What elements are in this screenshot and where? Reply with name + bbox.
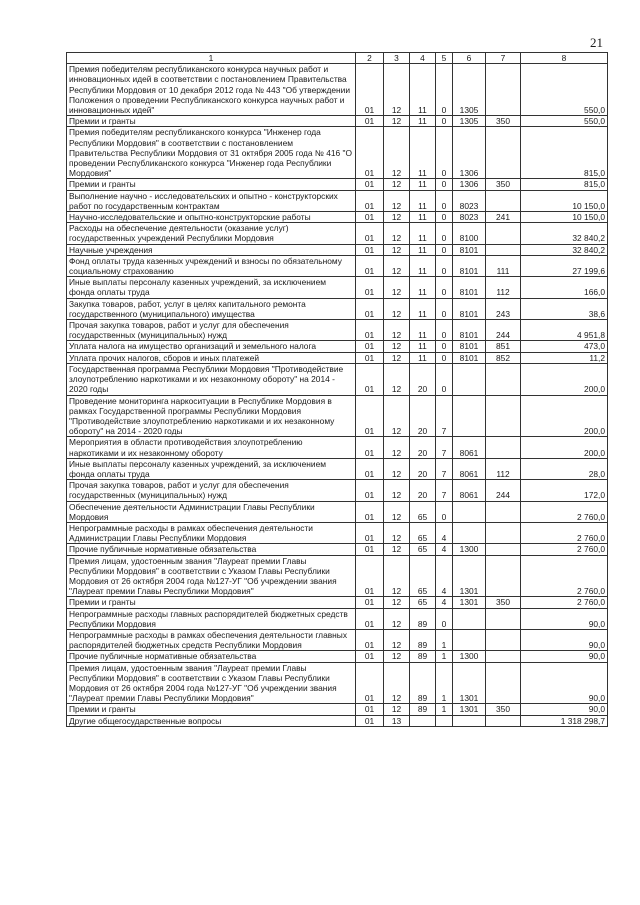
expense-name-cell: Непрограммные расходы в рамках обеспечения деятельности главных распорядителей бюджетных средств Республики Мордовия <box>67 629 356 650</box>
table-row <box>67 116 608 127</box>
code-cell: 12 <box>384 179 410 190</box>
header-row <box>67 53 608 64</box>
table-row <box>67 544 608 555</box>
code-cell: 13 <box>384 715 410 726</box>
code-cell: 89 <box>410 608 436 629</box>
code-cell: 4 <box>436 597 453 608</box>
amount-cell: 28,0 <box>521 458 608 479</box>
code-cell: 8101 <box>453 277 486 298</box>
code-cell: 89 <box>410 662 436 704</box>
code-cell <box>486 64 521 116</box>
code-cell: 01 <box>356 341 384 352</box>
code-cell: 12 <box>384 597 410 608</box>
code-cell: 0 <box>436 190 453 211</box>
code-cell: 8023 <box>453 212 486 223</box>
amount-cell: 2 760,0 <box>521 522 608 543</box>
amount-cell: 200,0 <box>521 363 608 395</box>
expense-name-cell: Прочие публичные нормативные обязательства <box>67 651 356 662</box>
expense-name-cell: Закупка товаров, работ, услуг в целях капитального ремонта государственного (муниципального) имущества <box>67 298 356 319</box>
code-cell: 11 <box>410 116 436 127</box>
code-cell: 0 <box>436 320 453 341</box>
amount-cell: 2 760,0 <box>521 555 608 597</box>
code-cell: 8101 <box>453 255 486 276</box>
expense-name-cell: Прочие публичные нормативные обязательства <box>67 544 356 555</box>
amount-cell: 90,0 <box>521 608 608 629</box>
code-cell: 20 <box>410 363 436 395</box>
code-cell: 0 <box>436 501 453 522</box>
code-cell <box>486 629 521 650</box>
code-cell: 01 <box>356 437 384 458</box>
expense-name-cell: Непрограммные расходы в рамках обеспечения деятельности Администрации Главы Республики Мордовия <box>67 522 356 543</box>
code-cell: 1 <box>436 651 453 662</box>
code-cell: 8061 <box>453 480 486 501</box>
code-cell: 12 <box>384 190 410 211</box>
table-row <box>67 437 608 458</box>
code-cell: 4 <box>436 544 453 555</box>
code-cell: 65 <box>410 544 436 555</box>
code-cell: 244 <box>486 320 521 341</box>
header-cell: 7 <box>486 53 521 64</box>
code-cell: 12 <box>384 298 410 319</box>
amount-cell: 1 318 298,7 <box>521 715 608 726</box>
table-row <box>67 127 608 179</box>
code-cell: 12 <box>384 363 410 395</box>
code-cell: 11 <box>410 341 436 352</box>
code-cell: 1305 <box>453 64 486 116</box>
code-cell: 65 <box>410 501 436 522</box>
code-cell: 01 <box>356 629 384 650</box>
code-cell: 12 <box>384 522 410 543</box>
code-cell: 12 <box>384 544 410 555</box>
amount-cell: 90,0 <box>521 662 608 704</box>
code-cell: 1305 <box>453 116 486 127</box>
amount-cell: 200,0 <box>521 395 608 437</box>
expense-name-cell: Прочая закупка товаров, работ и услуг для обеспечения государственных (муниципальных) нужд <box>67 320 356 341</box>
code-cell: 01 <box>356 64 384 116</box>
code-cell: 4 <box>436 522 453 543</box>
code-cell: 12 <box>384 127 410 179</box>
amount-cell: 550,0 <box>521 116 608 127</box>
amount-cell: 32 840,2 <box>521 223 608 244</box>
header-cell: 1 <box>67 53 356 64</box>
expense-name-cell: Обеспечение деятельности Администрации Главы Республики Мордовия <box>67 501 356 522</box>
code-cell: 8061 <box>453 437 486 458</box>
code-cell <box>453 363 486 395</box>
code-cell: 243 <box>486 298 521 319</box>
code-cell: 12 <box>384 704 410 715</box>
code-cell: 7 <box>436 395 453 437</box>
code-cell: 0 <box>436 212 453 223</box>
code-cell: 851 <box>486 341 521 352</box>
code-cell: 12 <box>384 64 410 116</box>
expense-name-cell: Премии и гранты <box>67 704 356 715</box>
code-cell: 1306 <box>453 179 486 190</box>
table-row <box>67 395 608 437</box>
table-row <box>67 190 608 211</box>
code-cell: 12 <box>384 277 410 298</box>
code-cell: 11 <box>410 223 436 244</box>
code-cell: 01 <box>356 662 384 704</box>
header-cell: 6 <box>453 53 486 64</box>
code-cell: 1301 <box>453 662 486 704</box>
expense-name-cell: Уплата налога на имущество организаций и земельного налога <box>67 341 356 352</box>
code-cell <box>486 651 521 662</box>
code-cell: 01 <box>356 715 384 726</box>
amount-cell: 11,2 <box>521 352 608 363</box>
amount-cell: 172,0 <box>521 480 608 501</box>
code-cell: 12 <box>384 608 410 629</box>
code-cell: 11 <box>410 298 436 319</box>
code-cell: 01 <box>356 544 384 555</box>
code-cell: 350 <box>486 179 521 190</box>
header-cell: 4 <box>410 53 436 64</box>
amount-cell: 27 199,6 <box>521 255 608 276</box>
expense-name-cell: Мероприятия в области противодействия злоупотреблению наркотиками и их незаконному обороту <box>67 437 356 458</box>
code-cell: 350 <box>486 116 521 127</box>
table-row <box>67 704 608 715</box>
code-cell: 7 <box>436 437 453 458</box>
code-cell: 89 <box>410 629 436 650</box>
code-cell <box>486 608 521 629</box>
table-row <box>67 480 608 501</box>
expense-name-cell: Премии и гранты <box>67 597 356 608</box>
code-cell: 11 <box>410 255 436 276</box>
code-cell: 0 <box>436 244 453 255</box>
code-cell <box>486 244 521 255</box>
header-cell: 5 <box>436 53 453 64</box>
code-cell <box>486 190 521 211</box>
code-cell: 01 <box>356 651 384 662</box>
table-row <box>67 651 608 662</box>
expense-name-cell: Непрограммные расходы главных распорядителей бюджетных средств Республики Мордовия <box>67 608 356 629</box>
table-row <box>67 352 608 363</box>
code-cell <box>486 363 521 395</box>
code-cell <box>486 127 521 179</box>
expense-name-cell: Премия лицам, удостоенным звания "Лауреат премии Главы Республики Мордовия" в соответствии с Указом Главы Республики Мордовия от 26 октября 2004 года №127-УГ "Об учреждении звания "Лауреат премии Главы Республики Мордовия" <box>67 555 356 597</box>
page-number: 21 <box>590 35 603 50</box>
code-cell: 1301 <box>453 555 486 597</box>
code-cell <box>486 555 521 597</box>
code-cell: 01 <box>356 363 384 395</box>
code-cell: 0 <box>436 127 453 179</box>
code-cell: 01 <box>356 116 384 127</box>
code-cell: 0 <box>436 223 453 244</box>
code-cell: 20 <box>410 480 436 501</box>
code-cell: 01 <box>356 244 384 255</box>
code-cell: 11 <box>410 277 436 298</box>
code-cell <box>486 501 521 522</box>
code-cell: 65 <box>410 522 436 543</box>
table-row <box>67 522 608 543</box>
code-cell: 12 <box>384 662 410 704</box>
expense-name-cell: Выполнение научно - исследовательских и опытно - конструкторских работ по государственным контрактам <box>67 190 356 211</box>
table-row <box>67 320 608 341</box>
code-cell: 12 <box>384 395 410 437</box>
code-cell: 8061 <box>453 458 486 479</box>
code-cell: 65 <box>410 555 436 597</box>
code-cell: 1300 <box>453 651 486 662</box>
code-cell: 20 <box>410 395 436 437</box>
amount-cell: 2 760,0 <box>521 544 608 555</box>
code-cell: 20 <box>410 437 436 458</box>
code-cell: 01 <box>356 212 384 223</box>
table-row <box>67 64 608 116</box>
table-row <box>67 212 608 223</box>
code-cell: 01 <box>356 395 384 437</box>
code-cell: 01 <box>356 320 384 341</box>
code-cell <box>410 715 436 726</box>
expense-name-cell: Расходы на обеспечение деятельности (оказание услуг) государственных учреждений Республики Мордовия <box>67 223 356 244</box>
table-row <box>67 298 608 319</box>
code-cell: 01 <box>356 608 384 629</box>
code-cell: 01 <box>356 555 384 597</box>
code-cell: 65 <box>410 597 436 608</box>
code-cell: 8101 <box>453 352 486 363</box>
code-cell: 0 <box>436 352 453 363</box>
expense-name-cell: Фонд оплаты труда казенных учреждений и взносы по обязательному социальному страхованию <box>67 255 356 276</box>
code-cell <box>486 522 521 543</box>
header-cell: 8 <box>521 53 608 64</box>
code-cell <box>453 501 486 522</box>
code-cell <box>453 629 486 650</box>
code-cell: 11 <box>410 352 436 363</box>
table-row <box>67 597 608 608</box>
code-cell <box>453 522 486 543</box>
code-cell: 12 <box>384 651 410 662</box>
code-cell: 12 <box>384 555 410 597</box>
code-cell: 89 <box>410 651 436 662</box>
amount-cell: 2 760,0 <box>521 501 608 522</box>
code-cell: 12 <box>384 458 410 479</box>
table-row <box>67 555 608 597</box>
amount-cell: 473,0 <box>521 341 608 352</box>
amount-cell: 10 150,0 <box>521 212 608 223</box>
code-cell: 8023 <box>453 190 486 211</box>
code-cell: 1300 <box>453 544 486 555</box>
code-cell: 0 <box>436 298 453 319</box>
code-cell: 11 <box>410 212 436 223</box>
code-cell: 112 <box>486 277 521 298</box>
table-row <box>67 244 608 255</box>
amount-cell: 550,0 <box>521 64 608 116</box>
code-cell <box>436 715 453 726</box>
code-cell: 112 <box>486 458 521 479</box>
table-row <box>67 341 608 352</box>
code-cell: 0 <box>436 341 453 352</box>
code-cell: 12 <box>384 629 410 650</box>
code-cell: 852 <box>486 352 521 363</box>
code-cell: 11 <box>410 127 436 179</box>
code-cell: 12 <box>384 437 410 458</box>
code-cell: 7 <box>436 480 453 501</box>
expense-name-cell: Научно-исследовательские и опытно-конструкторские работы <box>67 212 356 223</box>
code-cell: 1301 <box>453 704 486 715</box>
code-cell: 241 <box>486 212 521 223</box>
code-cell: 12 <box>384 116 410 127</box>
table-row <box>67 501 608 522</box>
table-row <box>67 255 608 276</box>
code-cell: 244 <box>486 480 521 501</box>
amount-cell: 815,0 <box>521 127 608 179</box>
code-cell: 11 <box>410 244 436 255</box>
amount-cell: 10 150,0 <box>521 190 608 211</box>
table-row <box>67 223 608 244</box>
code-cell <box>486 715 521 726</box>
expense-name-cell: Прочая закупка товаров, работ и услуг для обеспечения государственных (муниципальных) нужд <box>67 480 356 501</box>
code-cell: 89 <box>410 704 436 715</box>
amount-cell: 90,0 <box>521 629 608 650</box>
table-row <box>67 662 608 704</box>
expense-name-cell: Иные выплаты персоналу казенных учреждений, за исключением фонда оплаты труда <box>67 458 356 479</box>
table-row <box>67 715 608 726</box>
code-cell: 8100 <box>453 223 486 244</box>
code-cell: 01 <box>356 298 384 319</box>
code-cell: 1 <box>436 704 453 715</box>
expense-name-cell: Премия лицам, удостоенным звания "Лауреат премии Главы Республики Мордовия" в соответствии с Указом Главы Республики Мордовия от 26 октября 2004 года №127-УГ "Об учреждении звания "Лауреат премии Главы Республики Мордовия" <box>67 662 356 704</box>
code-cell: 0 <box>436 608 453 629</box>
code-cell: 01 <box>356 179 384 190</box>
code-cell: 01 <box>356 127 384 179</box>
code-cell: 01 <box>356 190 384 211</box>
expense-name-cell: Премии и гранты <box>67 179 356 190</box>
amount-cell: 32 840,2 <box>521 244 608 255</box>
code-cell: 4 <box>436 555 453 597</box>
code-cell <box>453 608 486 629</box>
amount-cell: 815,0 <box>521 179 608 190</box>
code-cell: 12 <box>384 223 410 244</box>
code-cell: 0 <box>436 255 453 276</box>
code-cell <box>453 395 486 437</box>
code-cell: 01 <box>356 522 384 543</box>
table-row <box>67 179 608 190</box>
table-row <box>67 363 608 395</box>
amount-cell: 4 951,8 <box>521 320 608 341</box>
code-cell: 1306 <box>453 127 486 179</box>
code-cell: 11 <box>410 320 436 341</box>
expense-name-cell: Премии и гранты <box>67 116 356 127</box>
code-cell: 0 <box>436 363 453 395</box>
code-cell: 01 <box>356 480 384 501</box>
expense-name-cell: Уплата прочих налогов, сборов и иных платежей <box>67 352 356 363</box>
code-cell: 350 <box>486 704 521 715</box>
budget-table <box>66 52 608 727</box>
code-cell: 350 <box>486 597 521 608</box>
code-cell: 01 <box>356 704 384 715</box>
code-cell <box>486 662 521 704</box>
code-cell: 12 <box>384 244 410 255</box>
header-cell: 2 <box>356 53 384 64</box>
code-cell: 12 <box>384 341 410 352</box>
amount-cell: 38,6 <box>521 298 608 319</box>
code-cell: 0 <box>436 179 453 190</box>
table-row <box>67 458 608 479</box>
code-cell: 111 <box>486 255 521 276</box>
expense-name-cell: Государственная программа Республики Мордовия "Противодействие злоупотреблению наркотиками и их незаконному обороту" на 2014 - 2020 годы <box>67 363 356 395</box>
code-cell: 12 <box>384 212 410 223</box>
code-cell: 01 <box>356 458 384 479</box>
code-cell: 0 <box>436 64 453 116</box>
code-cell <box>486 437 521 458</box>
table-row <box>67 277 608 298</box>
amount-cell: 90,0 <box>521 651 608 662</box>
code-cell: 01 <box>356 501 384 522</box>
code-cell: 1 <box>436 662 453 704</box>
amount-cell: 166,0 <box>521 277 608 298</box>
code-cell: 12 <box>384 320 410 341</box>
code-cell: 1 <box>436 629 453 650</box>
amount-cell: 200,0 <box>521 437 608 458</box>
amount-cell: 90,0 <box>521 704 608 715</box>
code-cell: 7 <box>436 458 453 479</box>
expense-name-cell: Премия победителям республиканского конкурса научных работ и инновационных идей в соответствии с постановлением Правительства Республики Мордовия от 10 декабря 2012 года № 443 "Об утверждении Положения о проведении Республиканского конкурса научных работ и инновационных идей" <box>67 64 356 116</box>
amount-cell: 2 760,0 <box>521 597 608 608</box>
code-cell <box>453 715 486 726</box>
expense-name-cell: Другие общегосударственные вопросы <box>67 715 356 726</box>
header-cell: 3 <box>384 53 410 64</box>
code-cell: 01 <box>356 597 384 608</box>
code-cell: 11 <box>410 190 436 211</box>
expense-name-cell: Премия победителям республиканского конкурса "Инженер года Республики Мордовия" в соответствии с постановлением Правительства Республики Мордовия от 31 октября 2005 года № 416 "О проведении Республиканского конкурса "Инженер года Республики Мордовия" <box>67 127 356 179</box>
code-cell: 12 <box>384 255 410 276</box>
code-cell: 01 <box>356 352 384 363</box>
table-row <box>67 608 608 629</box>
code-cell <box>486 395 521 437</box>
table-row <box>67 629 608 650</box>
code-cell: 8101 <box>453 320 486 341</box>
code-cell: 12 <box>384 352 410 363</box>
code-cell: 8101 <box>453 341 486 352</box>
code-cell: 0 <box>436 116 453 127</box>
code-cell: 12 <box>384 501 410 522</box>
expense-name-cell: Проведение мониторинга наркоситуации в Республике Мордовия в рамках Государственной программы Республики Мордовия "Противодействие злоупотреблению наркотиками и их незаконному обороту" на 2014 - 2020 годы <box>67 395 356 437</box>
code-cell: 8101 <box>453 244 486 255</box>
code-cell: 12 <box>384 480 410 501</box>
code-cell: 01 <box>356 277 384 298</box>
code-cell: 8101 <box>453 298 486 319</box>
code-cell <box>486 544 521 555</box>
code-cell: 0 <box>436 277 453 298</box>
expense-name-cell: Научные учреждения <box>67 244 356 255</box>
code-cell: 01 <box>356 255 384 276</box>
code-cell: 1301 <box>453 597 486 608</box>
code-cell: 11 <box>410 179 436 190</box>
code-cell: 01 <box>356 223 384 244</box>
code-cell: 11 <box>410 64 436 116</box>
code-cell: 20 <box>410 458 436 479</box>
code-cell <box>486 223 521 244</box>
expense-name-cell: Иные выплаты персоналу казенных учреждений, за исключением фонда оплаты труда <box>67 277 356 298</box>
